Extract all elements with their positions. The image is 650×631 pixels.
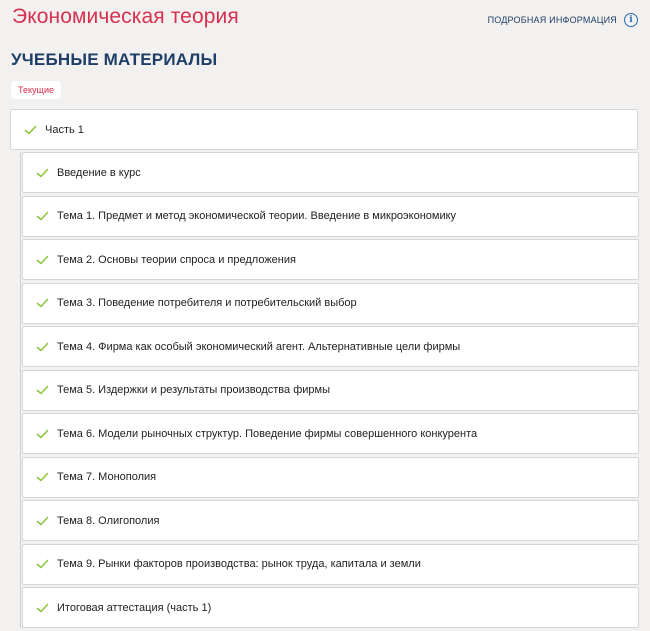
tree-item-10[interactable] bbox=[22, 587, 639, 628]
tree-item-7[interactable] bbox=[22, 457, 639, 498]
checkmark-icon bbox=[36, 168, 49, 178]
checkmark-icon bbox=[36, 255, 49, 265]
tree-item-label: Итоговая аттестация (часть 1) bbox=[57, 601, 212, 614]
more-info-label[interactable]: ПОДРОБНАЯ ИНФОРМАЦИЯ bbox=[487, 15, 617, 25]
more-info-link[interactable] bbox=[488, 13, 638, 27]
tree-part-1[interactable] bbox=[10, 109, 638, 150]
checkmark-icon bbox=[36, 298, 49, 308]
checkmark-icon bbox=[36, 429, 49, 439]
tree-item-8[interactable] bbox=[22, 500, 639, 541]
checkmark-icon bbox=[36, 559, 49, 569]
checkmark-icon bbox=[36, 516, 49, 526]
tree-children bbox=[20, 152, 638, 628]
tree-item-9[interactable] bbox=[22, 544, 639, 585]
tree-part-label: Часть 1 bbox=[45, 123, 84, 136]
checkmark-icon bbox=[36, 385, 49, 395]
tree-item-label: Тема 6. Модели рыночных структур. Поведение фирмы совершенного конкурента bbox=[57, 427, 478, 440]
tree-item-label: Тема 3. Поведение потребителя и потребительский выбор bbox=[57, 297, 357, 309]
checkmark-icon bbox=[36, 342, 49, 352]
materials-tree bbox=[10, 109, 638, 631]
tree-item-2[interactable] bbox=[22, 239, 639, 280]
page-header bbox=[12, 5, 638, 33]
tree-item-label: Введение в курс bbox=[57, 166, 141, 179]
checkmark-icon bbox=[24, 125, 37, 135]
course-title: Экономическая теория bbox=[12, 5, 239, 28]
tree-item-5[interactable] bbox=[22, 370, 639, 411]
tree-item-label: Тема 7. Монополия bbox=[57, 471, 157, 483]
tree-item-label: Тема 2. Основы теории спроса и предложения bbox=[57, 253, 296, 266]
tree-item-6[interactable] bbox=[22, 413, 639, 454]
tree-item-label: Тема 1. Предмет и метод экономической теории. Введение в микроэкономику bbox=[57, 210, 457, 222]
tree-item-label: Тема 9. Рынки факторов производства: рынок труда, капитала и земли bbox=[57, 558, 421, 570]
tree-item-4[interactable] bbox=[22, 326, 639, 367]
checkmark-icon bbox=[36, 472, 49, 482]
checkmark-icon bbox=[36, 211, 49, 221]
tab-current[interactable]: Текущие bbox=[11, 81, 61, 99]
section-title: УЧЕБНЫЕ МАТЕРИАЛЫ bbox=[11, 50, 218, 69]
tree-item-1[interactable] bbox=[22, 196, 639, 237]
tree-item-0[interactable] bbox=[22, 152, 639, 193]
info-circle-icon[interactable]: i bbox=[624, 13, 638, 27]
tree-item-label: Тема 5. Издержки и результаты производства фирмы bbox=[57, 384, 330, 396]
tree-item-label: Тема 8. Олигополия bbox=[57, 514, 160, 527]
tree-item-3[interactable] bbox=[22, 283, 639, 324]
tree-item-label: Тема 4. Фирма как особый экономический агент. Альтернативные цели фирмы bbox=[57, 340, 461, 353]
checkmark-icon bbox=[36, 603, 49, 613]
